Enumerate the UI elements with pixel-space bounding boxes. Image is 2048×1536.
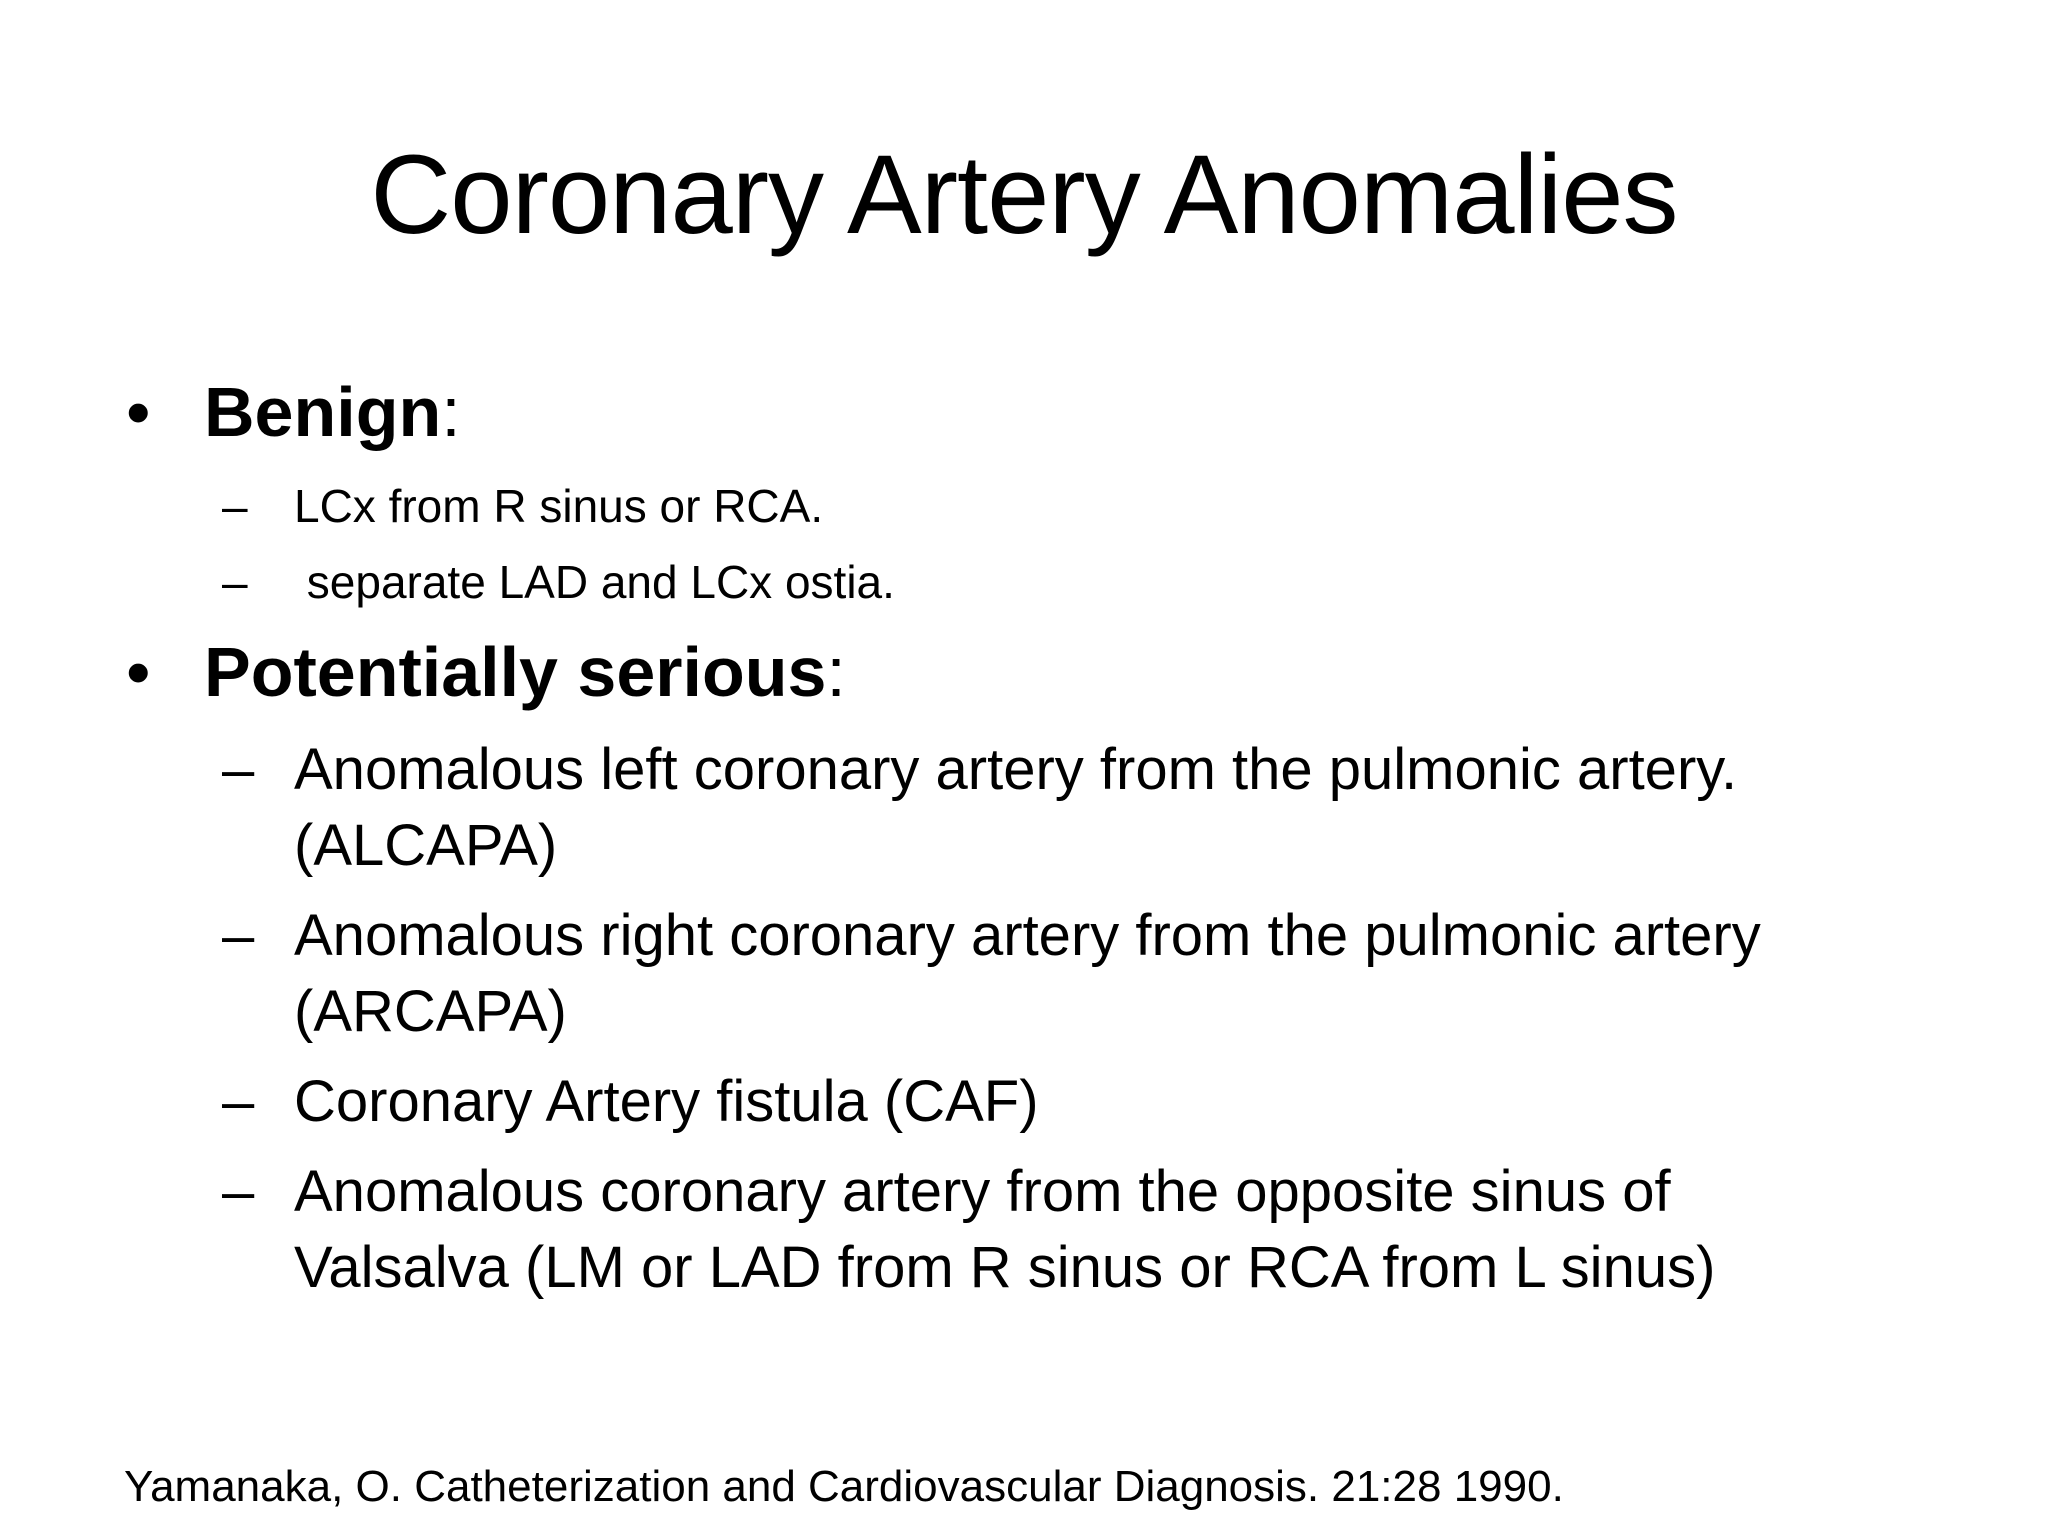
sub-item-text: separate LAD and LCx ostia.: [294, 556, 895, 608]
slide-title: Coronary Artery Anomalies: [370, 132, 1678, 257]
bullet-benign-label: [204, 370, 461, 454]
sub-item-text-line-2: (ALCAPA): [294, 813, 558, 878]
sub-item-text: Coronary Artery fistula (CAF): [294, 1069, 1039, 1134]
dash-marker: –: [222, 903, 255, 968]
bullet-colon: :: [826, 633, 846, 711]
bullet-heading: Potentially serious: [204, 633, 827, 711]
bullet-potentially-serious-label: [204, 630, 846, 714]
dash-marker: –: [222, 480, 248, 532]
dash-marker: –: [222, 1069, 255, 1134]
sub-item-text-line-2: Valsalva (LM or LAD from R sinus or RCA from L sinus): [294, 1235, 1716, 1300]
dash-marker: –: [222, 556, 248, 608]
sub-item-text-line-2: (ARCAPA): [294, 979, 567, 1044]
dash-marker: –: [222, 737, 255, 802]
dash-marker: –: [222, 1159, 255, 1224]
bullet-colon: :: [441, 373, 461, 451]
bullet-heading: Benign: [204, 373, 442, 451]
sub-item-text-line-1: Anomalous left coronary artery from the pulmonic artery.: [294, 737, 1738, 802]
sub-item-text-line-1: Anomalous right coronary artery from the pulmonic artery: [294, 903, 1761, 968]
sub-item-text-line-1: Anomalous coronary artery from the opposite sinus of: [294, 1159, 1671, 1224]
bullet-marker: •: [126, 373, 151, 451]
bullet-marker: •: [126, 633, 151, 711]
citation-footer: Yamanaka, O. Catheterization and Cardiovascular Diagnosis. 21:28 1990.: [124, 1462, 1564, 1511]
sub-item-text: LCx from R sinus or RCA.: [294, 480, 824, 532]
